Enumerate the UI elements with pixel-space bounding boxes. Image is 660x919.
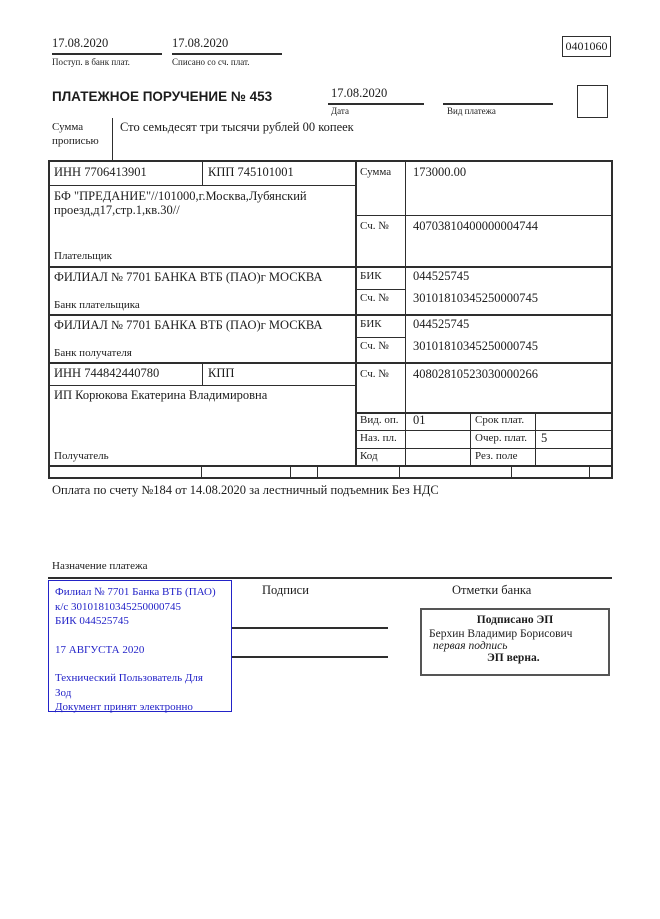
- grid-line: [399, 465, 400, 477]
- payment-kind-checkbox: [577, 85, 608, 118]
- op-kind-value: 01: [413, 413, 426, 427]
- grid-line: [48, 362, 612, 364]
- esign-stamp: [420, 608, 610, 676]
- grid-line: [535, 412, 536, 465]
- payer-bank-account-label: Сч. №: [360, 292, 389, 304]
- grid-line: [48, 266, 612, 268]
- doc-date-line: [328, 103, 424, 105]
- grid-line: [405, 160, 406, 466]
- bank-acceptance-stamp: [48, 580, 232, 712]
- grid-line: [611, 160, 613, 479]
- esign-signer: Берхин Владимир Борисович: [429, 628, 573, 640]
- payer-kpp: КПП 745101001: [208, 165, 294, 179]
- due-label: Срок плат.: [475, 414, 525, 426]
- esign-valid: ЭП верна.: [487, 652, 540, 664]
- grid-line: [202, 160, 203, 185]
- grid-line: [355, 337, 405, 338]
- grid-line: [589, 465, 590, 477]
- grid-line: [48, 465, 612, 467]
- grid-line: [355, 215, 612, 216]
- debited-date-label: Списано со сч. плат.: [172, 57, 250, 67]
- payer-bank-bik: 044525745: [413, 269, 470, 283]
- stamp-gap: [55, 629, 225, 643]
- payee-bank-bik-label: БИК: [360, 318, 382, 330]
- payee-kpp-label: КПП: [208, 366, 235, 380]
- payment-purpose-label: Назначение платежа: [52, 560, 148, 572]
- amount-in-words: Сто семьдесят три тысячи рублей 00 копеек: [120, 120, 354, 134]
- received-date-line: [52, 53, 162, 55]
- payee-bank-name: ФИЛИАЛ № 7701 БАНКА ВТБ (ПАО)г МОСКВА: [54, 318, 323, 332]
- payee-bank-section-label: Банк получателя: [54, 347, 132, 359]
- grid-line: [48, 314, 612, 316]
- payee-bank-account-label: Сч. №: [360, 340, 389, 352]
- stamp-line: 17 АВГУСТА 2020: [55, 643, 145, 656]
- reserve-label: Рез. поле: [475, 450, 518, 462]
- signatures-header: Подписи: [262, 583, 309, 597]
- grid-line: [202, 362, 203, 385]
- payer-name: БФ "ПРЕДАНИЕ"//101000,г.Москва,Лубянский проезд,д17,стр.1,кв.30//: [54, 189, 307, 218]
- payer-inn: ИНН 7706413901: [54, 165, 147, 179]
- payer-bank-section-label: Банк плательщика: [54, 299, 140, 311]
- doc-date: 17.08.2020: [331, 86, 388, 100]
- bank-marks-header: Отметки банка: [452, 583, 532, 597]
- grid-line: [511, 465, 512, 477]
- payer-account-label: Сч. №: [360, 220, 389, 232]
- purpose-underline: [48, 577, 612, 579]
- amount-words-divider: [112, 118, 113, 160]
- payment-kind-line: [443, 103, 553, 105]
- grid-line: [48, 160, 50, 479]
- payer-bank-account: 30101810345250000745: [413, 291, 538, 305]
- amount-words-label-1: Сумма: [52, 121, 84, 133]
- priority-value: 5: [541, 431, 548, 445]
- grid-line: [470, 412, 471, 465]
- grid-line: [317, 465, 318, 477]
- amount-words-label-2: прописью: [52, 135, 99, 147]
- received-date: 17.08.2020: [52, 36, 109, 50]
- grid-line: [48, 385, 355, 386]
- payee-section-label: Получатель: [54, 450, 109, 462]
- signature-line-1: [232, 627, 388, 629]
- grid-line: [290, 465, 291, 477]
- esign-note: первая подпись: [433, 640, 508, 652]
- payee-bank-bik: 044525745: [413, 317, 470, 331]
- payer-bank-bik-label: БИК: [360, 270, 382, 282]
- grid-line: [48, 160, 612, 162]
- received-date-label: Поступ. в банк плат.: [52, 57, 130, 67]
- stamp-line: Документ принят электронно: [55, 701, 193, 713]
- grid-line: [48, 477, 612, 479]
- stamp-line: БИК 044525745: [55, 615, 129, 627]
- grid-line: [355, 448, 612, 449]
- payee-bank-account: 30101810345250000745: [413, 339, 538, 353]
- grid-line: [355, 160, 357, 466]
- grid-line: [48, 185, 355, 186]
- grid-line: [201, 465, 202, 477]
- stamp-gap: [55, 657, 225, 671]
- payer-account: 40703810400000004744: [413, 219, 538, 233]
- priority-label: Очер. плат.: [475, 432, 528, 444]
- amount-value: 173000.00: [413, 165, 467, 179]
- signature-line-2: [232, 656, 388, 658]
- stamp-line: к/с 30101810345250000745: [55, 600, 182, 613]
- form-code-box: 0401060: [562, 36, 611, 57]
- payer-section-label: Плательщик: [54, 250, 112, 262]
- payee-inn: ИНН 744842440780: [54, 366, 160, 380]
- grid-line: [355, 289, 405, 290]
- payment-kind-label: Вид платежа: [447, 106, 496, 116]
- payee-account-label: Сч. №: [360, 368, 389, 380]
- stamp-line: Филиал № 7701 Банка ВТБ (ПАО): [55, 586, 216, 598]
- payment-purpose-text: Оплата по счету №184 от 14.08.2020 за лестничный подъемник Без НДС: [52, 483, 439, 497]
- purpose-code-label: Наз. пл.: [360, 432, 397, 444]
- code-label: Код: [360, 450, 378, 462]
- payer-bank-name: ФИЛИАЛ № 7701 БАНКА ВТБ (ПАО)г МОСКВА: [54, 270, 323, 284]
- op-kind-label: Вид. оп.: [360, 414, 399, 426]
- document-title: ПЛАТЕЖНОЕ ПОРУЧЕНИЕ № 453: [52, 89, 273, 104]
- doc-date-label: Дата: [331, 106, 349, 116]
- debited-date: 17.08.2020: [172, 36, 229, 50]
- payee-account: 40802810523030000266: [413, 367, 538, 381]
- payee-name: ИП Корюкова Екатерина Владимировна: [54, 388, 268, 402]
- stamp-line: Технический Пользователь Для Зод: [55, 672, 203, 699]
- amount-label: Сумма: [360, 166, 392, 178]
- grid-line: [355, 430, 612, 431]
- debited-date-line: [172, 53, 282, 55]
- esign-title: Подписано ЭП: [476, 614, 554, 626]
